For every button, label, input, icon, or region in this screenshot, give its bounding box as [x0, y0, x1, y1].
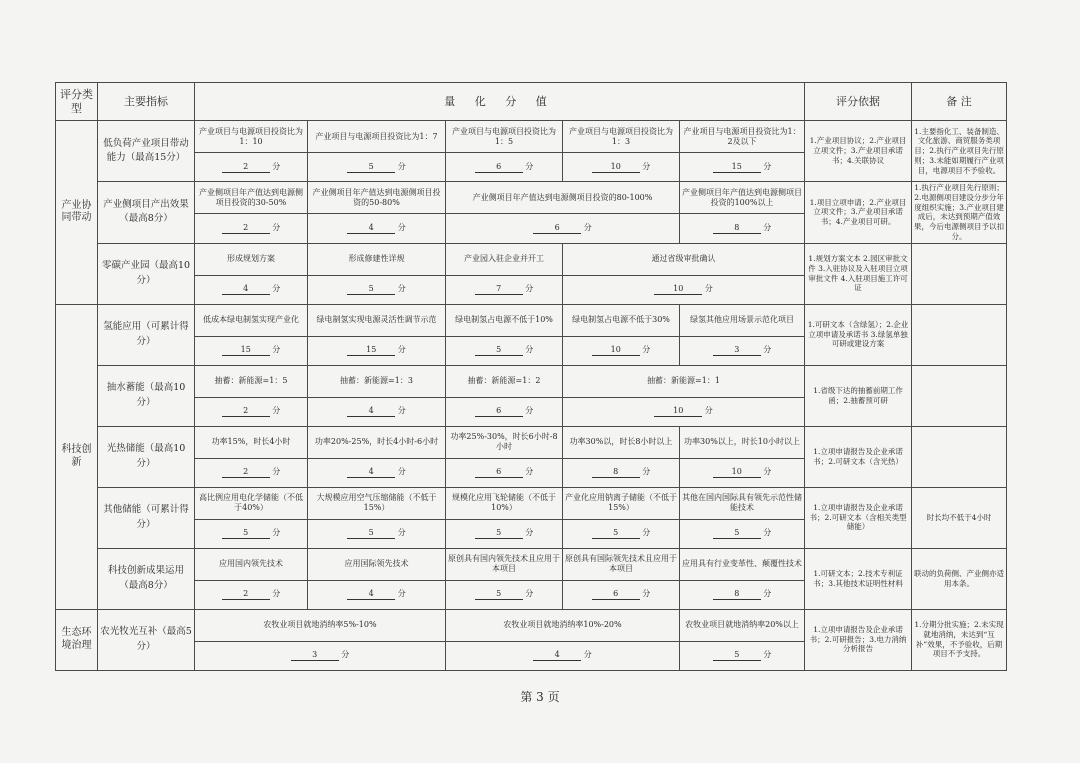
score-value: 3 — [713, 345, 761, 356]
note: 1.分期分批实施；2.未实现就地消纳，未达到“互补”效果，不予验收，后期项目不予支持。 — [912, 609, 1007, 670]
score-cell — [195, 519, 308, 548]
score-cell — [680, 336, 805, 365]
score-value: 4 — [347, 467, 395, 478]
score-cell — [446, 519, 563, 548]
score-value: 5 — [592, 528, 640, 539]
criterion: 抽蓄：新能源=1：3 — [308, 365, 446, 397]
score-cell — [680, 519, 805, 548]
header-row — [56, 83, 1007, 121]
score-value: 5 — [347, 162, 395, 173]
unit: 分 — [704, 284, 713, 293]
criterion: 应用具有行业变革性、颠覆性技术 — [680, 548, 805, 580]
basis: 1.规划方案文本 2.园区审批文件 3.入驻协议及入驻项目立项审批文件 4.入驻项目施工许可证 — [805, 243, 912, 304]
unit: 分 — [642, 467, 651, 476]
unit: 分 — [272, 589, 281, 598]
unit: 分 — [272, 345, 281, 354]
header-quant: 量 化 分 值 — [195, 83, 805, 121]
basis: 1.项目立项申请；2.产业项目立项文件；3.产业项目承诺书；4.产业项目可研。 — [805, 182, 912, 244]
score-cell — [680, 214, 805, 243]
score-value: 15 — [713, 162, 761, 173]
criterion: 功率15%，时长4小时 — [195, 426, 308, 458]
note-empty — [912, 426, 1007, 487]
row-hydrogen — [56, 304, 1007, 336]
score-cell — [680, 458, 805, 487]
score-cell — [563, 153, 680, 182]
criterion: 功率25%-30%，时长6小时-8小时 — [446, 426, 563, 458]
criterion: 应用国际领先技术 — [308, 548, 446, 580]
unit: 分 — [397, 467, 406, 476]
criterion: 低成本绿电制氢实现产业化 — [195, 304, 308, 336]
score-value: 5 — [347, 528, 395, 539]
score-cell — [308, 153, 446, 182]
unit: 分 — [642, 345, 651, 354]
criterion: 产业侧项目年产值达到电源侧项目投资的100%以上 — [680, 182, 805, 214]
score-cell — [308, 336, 446, 365]
score-cell — [308, 458, 446, 487]
score-value: 8 — [713, 223, 761, 234]
row-load-industry — [56, 121, 1007, 153]
unit: 分 — [272, 222, 281, 232]
unit: 分 — [272, 528, 281, 537]
unit: 分 — [397, 284, 406, 293]
row-agri-pv — [56, 609, 1007, 641]
basis: 1.可研文本；2.技术专利证书；3.其他技术证明性材料 — [805, 548, 912, 609]
score-cell — [195, 275, 308, 304]
unit: 分 — [525, 589, 534, 598]
criterion: 产业侧项目年产值达到电源侧项目投资的80-100% — [446, 182, 680, 214]
header-note: 备 注 — [912, 83, 1007, 121]
score-value: 8 — [592, 467, 640, 478]
criterion: 通过省级审批确认 — [563, 243, 805, 275]
criterion: 其他在国内国际具有领先示范性储能技术 — [680, 487, 805, 519]
unit: 分 — [763, 161, 772, 171]
unit: 分 — [272, 406, 281, 415]
category-industry: 产业协同带动 — [56, 121, 98, 305]
scoring-table — [55, 82, 1007, 671]
row-tech-results — [56, 548, 1007, 580]
note: 时长均不低于4小时 — [912, 487, 1007, 548]
score-cell — [308, 397, 446, 426]
unit: 分 — [525, 345, 534, 354]
criterion: 抽蓄：新能源=1：5 — [195, 365, 308, 397]
unit: 分 — [272, 284, 281, 293]
score-cell — [446, 153, 563, 182]
category-tech: 科技创新 — [56, 304, 98, 609]
score-value: 5 — [475, 345, 523, 356]
header-type: 评分类型 — [56, 83, 98, 121]
criterion: 原创具有国际领先技术且应用于本项目 — [563, 548, 680, 580]
score-value: 10 — [592, 345, 640, 356]
score-cell — [308, 580, 446, 609]
criterion: 形成修建性详规 — [308, 243, 446, 275]
row-other-storage — [56, 487, 1007, 519]
criterion: 规模化应用飞轮储能（不低于10%） — [446, 487, 563, 519]
score-cell — [563, 397, 805, 426]
unit: 分 — [272, 467, 281, 476]
indicator-solar-thermal: 光热储能（最高10分） — [98, 426, 195, 487]
score-cell — [680, 153, 805, 182]
score-cell — [195, 153, 308, 182]
criterion: 农牧业项目就地消纳率20%以上 — [680, 609, 805, 641]
unit: 分 — [525, 528, 534, 537]
score-value: 5 — [222, 528, 270, 539]
score-value: 15 — [347, 345, 395, 356]
score-value: 5 — [475, 528, 523, 539]
score-cell — [446, 397, 563, 426]
criterion: 绿电制氢实现电源灵活性调节示范 — [308, 304, 446, 336]
unit: 分 — [763, 589, 772, 598]
unit: 分 — [397, 345, 406, 354]
score-value: 6 — [592, 589, 640, 600]
score-cell — [446, 580, 563, 609]
unit: 分 — [704, 406, 713, 415]
basis: 1.立项申请报告及企业承诺书；2.可研文本（含光热） — [805, 426, 912, 487]
score-cell — [446, 214, 680, 243]
score-cell — [563, 275, 805, 304]
unit: 分 — [642, 528, 651, 537]
score-cell — [563, 458, 680, 487]
criterion: 形成规划方案 — [195, 243, 308, 275]
unit: 分 — [763, 467, 772, 476]
criterion: 产业项目与电源项目投资比为1：10 — [195, 121, 308, 153]
criterion: 功率20%-25%，时长4小时-6小时 — [308, 426, 446, 458]
unit: 分 — [583, 222, 592, 232]
unit: 分 — [397, 528, 406, 537]
score-value: 6 — [475, 162, 523, 173]
indicator-hydrogen: 氢能应用（可累计得分） — [98, 304, 195, 365]
basis: 1.立项申请报告及企业承诺书；2.可研文本（含相关类型储能） — [805, 487, 912, 548]
unit: 分 — [525, 467, 534, 476]
score-cell — [308, 214, 446, 243]
score-value: 2 — [222, 406, 270, 417]
category-eco: 生态环境治理 — [56, 609, 98, 670]
unit: 分 — [272, 161, 281, 171]
score-cell — [446, 275, 563, 304]
score-cell — [195, 214, 308, 243]
indicator-zero-carbon-park: 零碳产业园（最高10分） — [98, 243, 195, 304]
row-zero-carbon-park — [56, 243, 1007, 275]
criterion: 产业项目与电源项目投资比为1：5 — [446, 121, 563, 153]
criterion: 农牧业项目就地消纳率5%-10% — [195, 609, 446, 641]
score-cell — [308, 275, 446, 304]
score-value: 2 — [222, 467, 270, 478]
basis: 1.省级下达的抽蓄前期工作函；2.抽蓄预可研 — [805, 365, 912, 426]
row-industry-output — [56, 182, 1007, 214]
score-value: 6 — [533, 223, 581, 234]
criterion: 产业项目与电源项目投资比为1：2及以下 — [680, 121, 805, 153]
basis: 1.可研文本（含绿氢）；2.企业立项申请及承诺书 3.绿氢单独可研或建设方案 — [805, 304, 912, 365]
score-cell — [195, 580, 308, 609]
indicator-tech-results: 科技创新成果运用（最高8分） — [98, 548, 195, 609]
score-cell — [563, 519, 680, 548]
header-indicator: 主要指标 — [98, 83, 195, 121]
score-value: 2 — [222, 589, 270, 600]
basis: 1.产业项目协议；2.产业项目立项文件；3.产业项目承诺书；4.关联协议 — [805, 121, 912, 182]
indicator-industry-output: 产业侧项目产出效果（最高8分） — [98, 182, 195, 244]
basis: 1.立项申请报告及企业承诺书；2.可研报告；3.电力消纳分析报告 — [805, 609, 912, 670]
unit: 分 — [642, 589, 651, 598]
score-value: 3 — [291, 650, 339, 661]
score-value: 5 — [347, 284, 395, 295]
criterion: 产业侧项目年产值达到电源侧项目投资的30-50% — [195, 182, 308, 214]
score-value: 10 — [713, 467, 761, 478]
note: 1.执行产业项目先行原则；2.电源侧项目建设分步分年度组织实施；3.产业项目建成后，未达到预期产值效果，今后电源侧项目予以扣分。 — [912, 182, 1007, 244]
score-value: 10 — [592, 162, 640, 173]
page-number: 第 3 页 — [520, 690, 560, 704]
unit: 分 — [642, 161, 651, 171]
header-basis: 评分依据 — [805, 83, 912, 121]
note: 联动的负荷侧、产业侧亦适用本条。 — [912, 548, 1007, 609]
score-cell — [446, 458, 563, 487]
score-value: 5 — [713, 650, 761, 661]
criterion: 原创具有国内领先技术且应用于本项目 — [446, 548, 563, 580]
score-value: 10 — [654, 406, 702, 417]
note-empty — [912, 243, 1007, 304]
note: 1.主要指化工、装备制造、文化旅游、商贸服务类项目；2.执行产业项目先行原则；3.未能如期履行产业项目，电源项目不予验收。 — [912, 121, 1007, 182]
indicator-pumped-storage: 抽水蓄能（最高10分） — [98, 365, 195, 426]
score-cell — [195, 641, 446, 670]
score-value: 4 — [533, 650, 581, 661]
score-cell — [308, 519, 446, 548]
unit: 分 — [763, 345, 772, 354]
criterion: 高比例应用电化学储能（不低于40%） — [195, 487, 308, 519]
score-value: 15 — [222, 345, 270, 356]
score-value: 2 — [222, 223, 270, 234]
score-value: 8 — [713, 589, 761, 600]
criterion: 产业项目与电源项目投资比为1：7 — [308, 121, 446, 153]
score-value: 7 — [475, 284, 523, 295]
unit: 分 — [397, 222, 406, 232]
unit: 分 — [397, 161, 406, 171]
score-value: 4 — [222, 284, 270, 295]
score-cell — [195, 397, 308, 426]
note-empty — [912, 365, 1007, 426]
score-cell — [446, 336, 563, 365]
score-cell — [446, 641, 680, 670]
indicator-agri-pv: 农光牧光互补（最高5分） — [98, 609, 195, 670]
score-cell — [563, 336, 680, 365]
criterion: 应用国内领先技术 — [195, 548, 308, 580]
criterion: 大规模应用空气压缩储能（不低于15%） — [308, 487, 446, 519]
criterion: 绿电制氢占电源不低于30% — [563, 304, 680, 336]
score-value: 4 — [347, 223, 395, 234]
criterion: 抽蓄：新能源=1：2 — [446, 365, 563, 397]
criterion: 产业园入驻企业并开工 — [446, 243, 563, 275]
criterion: 产业化应用钠离子储能（不低于15%） — [563, 487, 680, 519]
indicator-other-storage: 其他储能（可累计得分） — [98, 487, 195, 548]
unit: 分 — [525, 161, 534, 171]
row-solar-thermal — [56, 426, 1007, 458]
criterion: 绿氢其他应用场景示范化项目 — [680, 304, 805, 336]
unit: 分 — [397, 589, 406, 598]
score-value: 6 — [475, 467, 523, 478]
unit: 分 — [341, 650, 350, 659]
unit: 分 — [763, 222, 772, 232]
score-cell — [680, 580, 805, 609]
criterion: 抽蓄：新能源=1：1 — [563, 365, 805, 397]
score-value: 4 — [347, 406, 395, 417]
criterion: 产业侧项目年产值达到电源侧项目投资的50-80% — [308, 182, 446, 214]
unit: 分 — [763, 650, 772, 659]
score-value: 4 — [347, 589, 395, 600]
unit: 分 — [583, 650, 592, 659]
criterion: 功率30%以，时长8小时以上 — [563, 426, 680, 458]
indicator-load-industry: 低负荷产业项目带动能力（最高15分） — [98, 121, 195, 182]
criterion: 绿电制氢占电源不低于10% — [446, 304, 563, 336]
unit: 分 — [525, 406, 534, 415]
criterion: 产业项目与电源项目投资比为1：3 — [563, 121, 680, 153]
row-pumped-storage — [56, 365, 1007, 397]
score-value: 6 — [475, 406, 523, 417]
unit: 分 — [525, 284, 534, 293]
criterion: 农牧业项目就地消纳率10%-20% — [446, 609, 680, 641]
unit: 分 — [397, 406, 406, 415]
score-value: 5 — [475, 589, 523, 600]
criterion: 功率30%以上，时长10小时以上 — [680, 426, 805, 458]
score-value: 2 — [222, 162, 270, 173]
score-cell — [195, 336, 308, 365]
score-cell — [195, 458, 308, 487]
score-value: 10 — [654, 284, 702, 295]
note-empty — [912, 304, 1007, 365]
score-cell — [563, 580, 680, 609]
score-cell — [680, 641, 805, 670]
score-value: 5 — [713, 528, 761, 539]
unit: 分 — [763, 528, 772, 537]
